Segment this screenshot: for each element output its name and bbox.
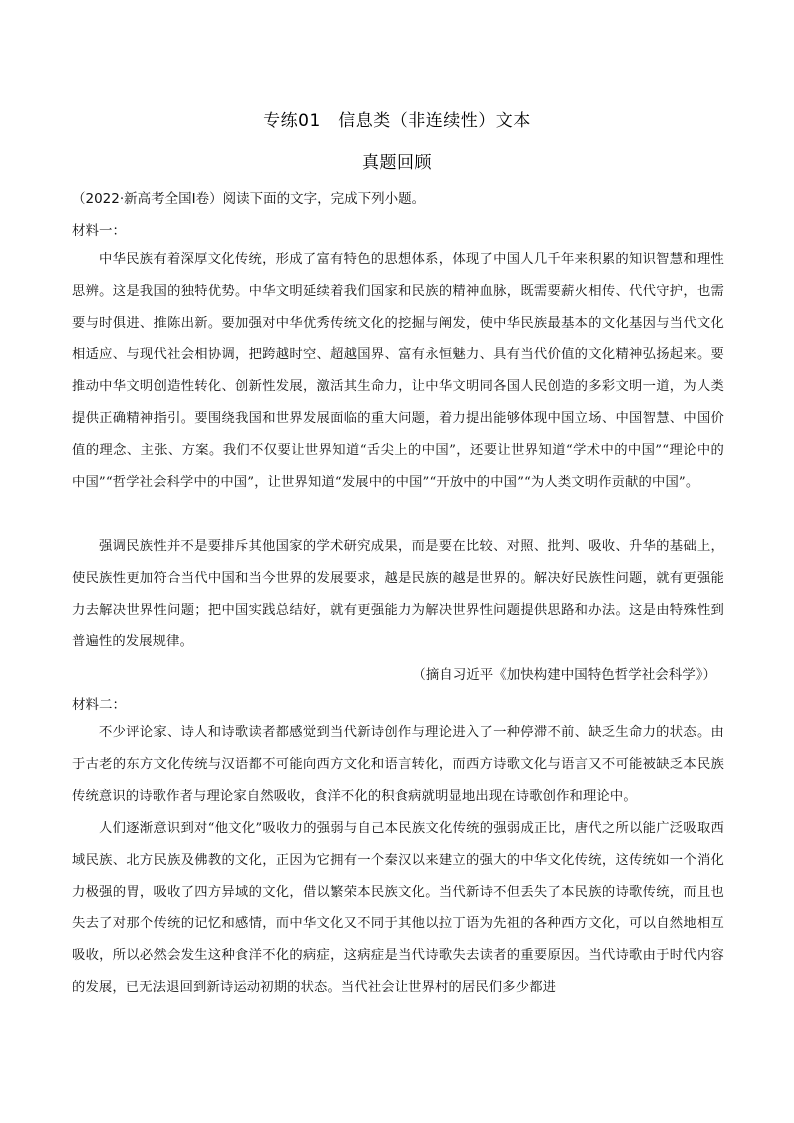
material-one-label: 材料一： (72, 223, 126, 239)
page-title: 专练01 信息类（非连续性）文本 (263, 111, 531, 131)
material-one-source: （摘自习近平《加快构建中国特色哲学社会科学》） (412, 667, 716, 683)
material-two-label: 材料二： (72, 697, 126, 713)
section-heading: 真题回顾 (362, 153, 432, 173)
question-intro: （2022·新高考全国Ⅰ卷）阅读下面的文字，完成下列小题。 (72, 191, 426, 207)
material-two-paragraph-1: 不少评论家、诗人和诗歌读者都感觉到当代新诗创作与理论进入了一种停滞不前、缺乏生命力的状态。由于古老的东方文化传统与汉语都不可能向西方文化和语言转化，而西方诗歌文化与语言又不可能被缺乏本民族传统意识的诗歌作者与理论家自然吸收，食洋不化的积食病就明显地出现在诗歌创作和理论中。 (72, 725, 724, 804)
material-two-paragraph-2: 人们逐渐意识到对“他文化”吸收力的强弱与自己本民族文化传统的强弱成正比，唐代之所以能广泛吸取西域民族、北方民族及佛教的文化，正因为它拥有一个秦汉以来建立的强大的中华文化传统，这传统如一个消化力极强的胃，吸收了四方异域的文化，借以繁荣本民族文化。当代新诗不但丢失了本民族的诗歌传统，而且也失去了对那个传统的记忆和感情，而中华文化又不同于其他以拉丁语为先祖的各种西方文化，可以自然地相互吸收，所以必然会发生这种食洋不化的病症，这病症是当代诗歌失去读者的重要原因。当代诗歌由于时代内容的发展，已无法退回到新诗运动初期的状态。当代社会让世界村的居民们多少都进 (72, 821, 724, 995)
material-one-paragraph-2: 强调民族性并不是要排斥其他国家的学术研究成果，而是要在比较、对照、批判、吸收、升华的基础上，使民族性更加符合当代中国和当今世界的发展要求，越是民族的越是世界的。解决好民族性问题，就有更强能力去解决世界性问题；把中国实践总结好，就有更强能力为解决世界性问题提供思路和办法。这是由特殊性到普遍性的发展规律。 (72, 539, 724, 650)
material-one-paragraph-1: 中华民族有着深厚文化传统，形成了富有特色的思想体系，体现了中国人几千年来积累的知识智慧和理性思辨。这是我国的独特优势。中华文明延续着我们国家和民族的精神血脉，既需要薪火相传、代代守护，也需要与时俱进、推陈出新。要加强对中华优秀传统文化的挖掘与阐发，使中华民族最基本的文化基因与当代文化相适应、与现代社会相协调，把跨越时空、超越国界、富有永恒魅力、具有当代价值的文化精神弘扬起来。要推动中华文明创造性转化、创新性发展，激活其生命力，让中华文明同各国人民创造的多彩文明一道，为人类提供正确精神指引。要围绕我国和世界发展面临的重大问题，着力提出能够体现中国立场、中国智慧、中国价值的理念、主张、方案。我们不仅要让世界知道“舌尖上的中国”，还要让世界知道“学术中的中国”“理论中的中国”“哲学社会科学中的中国”，让世界知道“发展中的中国”“开放中的中国”“为人类文明作贡献的中国”。 (72, 252, 724, 490)
